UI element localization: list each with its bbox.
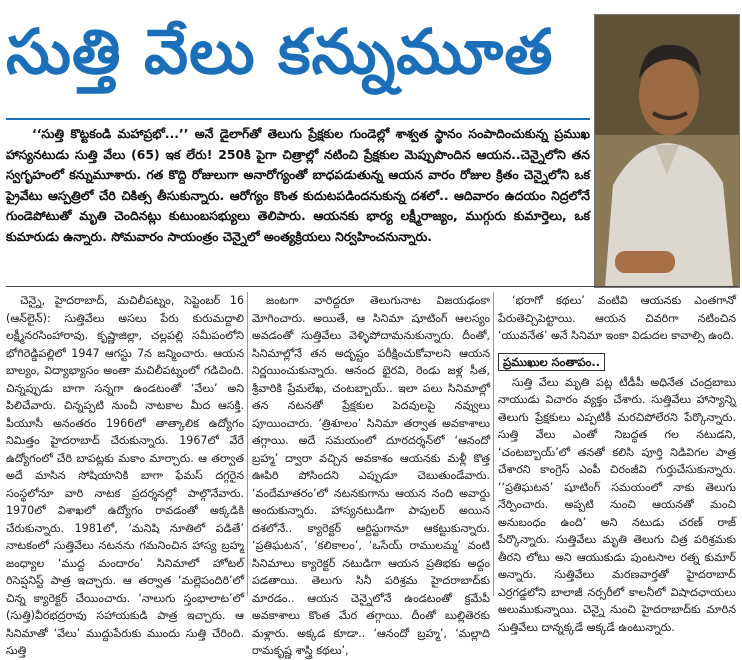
lead-paragraph: ‘‘సుత్తి కొట్టకండి మహాప్రభో...’’ అనే డైలాగ్‌తో తెలుగు ప్రేక్షకుల గుండెల్లో శాశ్వత స్థానం సంపాదించుకున్న ప్రముఖ హాస్యనటుడు సుత్తి వేలు (65) ఇక లేరు! 250కి పైగా చిత్రాల్లో నటించి ప్రేక్షకుల మెప్పుపొందిన ఆయన..చెన్నైలోని తన స్వగృహంలో కన్నుమూశారు. గత కొద్ది రోజులుగా అనారోగ్యంతో బాధపడుతున్న ఆయన వారం రోజుల క్రితం చెన్నైలోని ఒక ప్రైవేటు ఆస్పత్రిలో చేరి చికిత్స తీసుకున్నారు. ఆరోగ్యం కొంత కుదుటపడిందనుకున్న దశలో.. ఆదివారం ఉదయం నిద్రలోనే గుండెపోటుతో మృతి చెందినట్లు కుటుంబసభ్యులు తెలిపారు. ఆయనకు భార్య లక్ష్మీరాజ్యం, ముగ్గురు కుమార్తెలు, ఒక కుమారుడు ఉన్నారు. సోమవారం సాయంత్రం చెన్నైలో అంత్యక్రియలు నిర్వహించనున్నారు. [6,126,590,244]
column-separator [493,292,494,596]
article-column-2 [252,292,490,657]
column-2-text: జంటగా వారిద్దరూ తెలుగునాట విజయఢంకా మోగించారు. అయితే, ఆ సినిమా షూటింగ్ ఆలస్యం అవడంతో సుత్తివేలు వెళ్ళిపోదామనుకున్నారు. దీంతో, సినిమాల్లోనే తన అదృష్టం పరీక్షించుకోవాలని ఆయన నిర్ణయించుకున్నారు. ఆనంద భైరవి, రెండు జళ్ల సీత, శ్రీవారికి ప్రేమలేఖ, చంటబ్బాయ్.. ఇలా పలు సినిమాల్లో తన నటనతో ప్రేక్షకుల పెదవులపై నవ్వులు పూయించారు. ‘త్రిశూలం’ సినిమా తర్వాత అవకాశాలు తగ్గాయి. అదే సమయంలో దూరదర్శన్‌లో ‘ఆనందో బ్రహ్మ’ ద్వారా వచ్చిన అవకాశం ఆయనకు మళ్లీ కొత్త ఊపిరి పోసిందని ఎప్పుడూ చెబుతుండేవారు. ‘వందేమాతరం’లో నటనకుగాను ఆయన నంది అవార్డు అందుకున్నారు. హాస్యనటుడిగా పాపులర్ అయిన దశలోనే.. క్యారెక్టర్ ఆర్టిస్టుగానూ ఆకట్టుకున్నారు. ‘ప్రతిఘటన’, ‘కలికాలం’, ‘ఒసేయ్ రాములమ్మ’ వంటి సినిమాలు క్యారెక్టర్ నటుడిగా ఆయన ప్రతిభకు అద్దం పడతాయి. తెలుగు సినీ పరిశ్రమ హైదరాబాద్‌కు మారడం.. ఆయన చెన్నైలోనే ఉండటంతో క్రమేపీ అవకాశాలు కొంత మేర తగ్గాయి. దీంతో బుల్లితెరకు మళ్లారు. అక్కడ కూడా.. ‘ఆనందో బ్రహ్మ’, ‘మల్లాది రామకృష్ణ శాస్త్రి కథలు’, [252,294,490,657]
column-1-text: చెన్నై, హైదరాబాద్, మచిలీపట్నం, సెప్టెంబర్ 16 (ఆన్‌లైన్): సుత్తివేలు అసలు పేరు కురుమద్దాలి లక్ష్మీనరసింహారావు. కృష్ణాజిల్లా, చల్లపల్లి సమీపంలోని భోగిరెడ్డిపల్లిలో 1947 ఆగస్టు 7న జన్మించారు. ఆయన బాల్యం, విద్యాభ్యాసం అంతా మచిలీపట్నంలో గడిచింది. చిన్నప్పుడు బాగా సన్నగా ఉండటంతో ‘వేలు’ అని పిలిచేవారు. చిన్నప్పటి నుంచీ నాటకాల మీద ఆసక్తి. పీయూసీ అనంతరం 1966లో తాత్కాలిక ఉద్యోగం నిమిత్తం హైదరాబాద్ చేరుకున్నారు. 1967లో వేరే ఉద్యోగంలో చేరి బాపట్లకు మకాం మార్చారు. ఆ తర్వాత అదే మాసిన సోషియానికి బాగా ఫేమస్ దగ్గరైన సంస్థలోనూ వారి నాటక ప్రదర్శనల్లో పాల్గొనేవారు. 1970లో విశాఖలో ఉద్యోగం రావడంతో అక్కడికి చేరుకున్నారు. 1981లో, ‘మనిషి నూతిలో పడితే’ నాటకంలో సుత్తివేలు నటనను గమనించిన హాస్య బ్రహ్మ జంధ్యాల ‘ముద్ద మందారం’ సినిమాలో హోటల్ రిసెప్షనిస్ట్ పాత్ర ఇచ్చారు. ఆ తర్వాత ‘మల్లెపందిరి’లో చిన్న క్యారెక్టర్ చేయించారు. ‘నాలుగు స్తంభాలాట’లో (సుత్తి)వీరభద్రరావు సహాయకుడి పాత్ర ఇచ్చారు. ఆ సినిమాతో ‘వేలు’ ముద్దుపేరుకు ముందు సుత్తి చేరింది. సుత్తి [6,294,244,657]
lead-divider [6,118,590,120]
column-3-text: ‘భరాగో కథలు’ వంటివి ఆయనకు ఎంతగానో పేరుతెచ్చిపెట్టాయి. ఆయన చివరిగా నటించిన ‘యువనేత’ అనే సినిమా ఇంకా విడుదల కావాల్సి ఉంది. [498,294,736,342]
body-divider [6,286,738,287]
section-subheading: ప్రముఖుల సంతాపం.. [498,353,605,371]
article-column-1 [6,292,244,657]
article-column-3 [498,292,736,634]
column-separator [247,292,248,596]
column-3-continued-text: సుత్తి వేలు మృతి పట్ల టీడీపీ అధినేత చంద్రబాబు నాయుడు విచారం వ్యక్తం చేశారు. సుత్తివేలు హాస్యాన్ని తెలుగు ప్రేక్షకులు ఎప్పటికీ మరచిపోలేరని పేర్కొన్నారు. సుత్తి వేలు ఎంతో నిబద్ధత గల నటుడని, ‘చంటబ్బాయ్’లో తనతో కలిసి పూర్తి నిడివిగల పాత్ర చేశారని కాంగ్రెస్ ఎంపీ చిరంజీవి గుర్తుచేసుకున్నారు. ‘‘ప్రతిఘటన’ షూటింగ్ సమయంలో నాకు తెలుగు నేర్పించారు. అప్పటి నుంచి ఆయనతో మంచి అనుబంధం ఉంది’ అని నటుడు చరణ్ రాజ్ పేర్కొన్నారు. సుత్తివేలు మృతి తెలుగు చిత్ర పరిశ్రమకు తీరని లోటు అని ఆయుకుడు పుంటసాల రత్న కుమార్ అన్నారు. సుత్తివేలు మరణవార్తతో హైదరాబాద్ ఎర్రగడ్డలోని బాలాజీ నర్సరీలో కాలనీలో విషాదఛాయలు అలుముకున్నాయి. చెన్నై నుంచి హైదరాబాద్‌కు మారిన సుత్తివేలు దాన్నక్కడే అక్కడే ఉంటున్నారు. [498,375,736,634]
portrait-photo [594,14,740,288]
portrait-photo-icon [595,15,739,287]
headline: సుత్తి వేలు కన్నుమూత [6,15,554,88]
